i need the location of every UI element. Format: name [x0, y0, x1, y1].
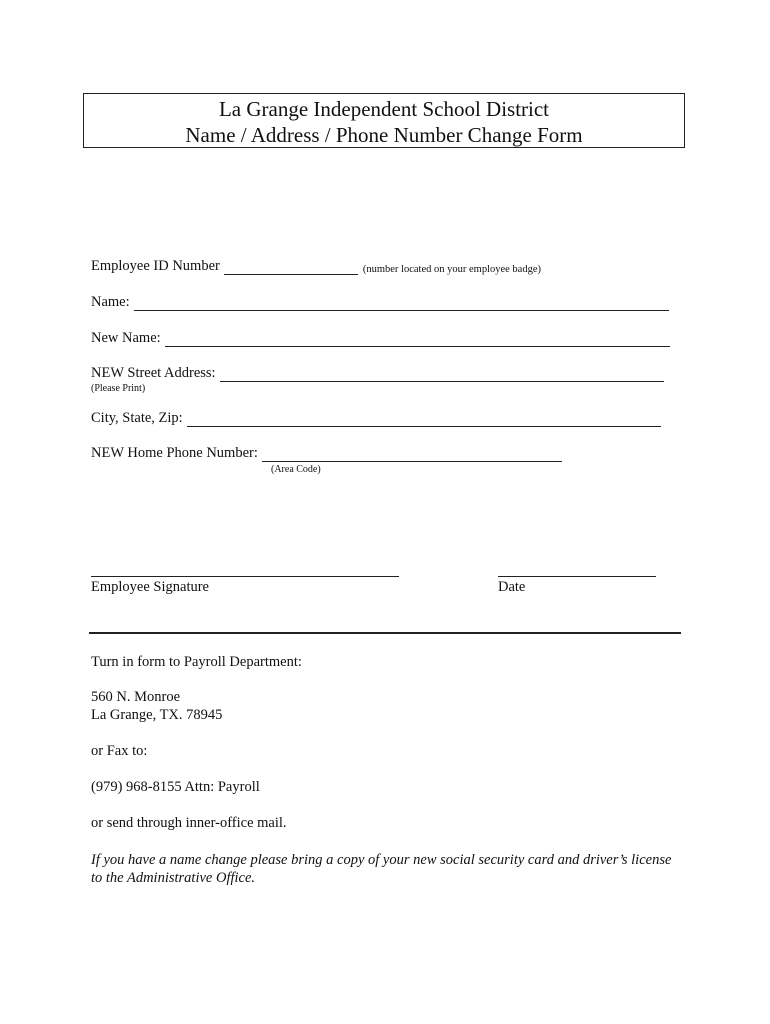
street-address-field[interactable]: [220, 367, 664, 382]
inner-office-instruction: or send through inner-office mail.: [91, 815, 287, 831]
employee-id-row: [91, 258, 541, 275]
name-field[interactable]: [134, 296, 669, 311]
employee-id-label: Employee ID Number: [91, 258, 220, 274]
city-state-zip-field[interactable]: [187, 412, 661, 427]
home-phone-label: NEW Home Phone Number:: [91, 445, 258, 461]
fax-number: (979) 968-8155 Attn: Payroll: [91, 779, 260, 795]
form-title: Name / Address / Phone Number Change Form: [185, 123, 583, 147]
new-name-label: New Name:: [91, 330, 161, 346]
home-phone-row: [91, 445, 562, 462]
date-label: Date: [498, 579, 526, 595]
employee-signature-label: Employee Signature: [91, 579, 209, 595]
fax-instruction: or Fax to:: [91, 743, 148, 759]
please-print-note: (Please Print): [91, 383, 146, 394]
new-name-row: [91, 330, 670, 347]
name-row: [91, 294, 669, 311]
area-code-note: (Area Code): [271, 464, 321, 475]
address-line-2: La Grange, TX. 78945: [91, 707, 223, 723]
date-line[interactable]: [498, 576, 656, 577]
new-name-field[interactable]: [165, 332, 670, 347]
city-state-zip-row: [91, 410, 661, 427]
street-address-row: [91, 365, 664, 382]
home-phone-field[interactable]: [262, 447, 562, 462]
district-name: La Grange Independent School District: [218, 97, 550, 121]
section-divider: [89, 632, 681, 634]
name-label: Name:: [91, 294, 130, 310]
employee-id-field[interactable]: [224, 260, 358, 275]
employee-signature-line[interactable]: [91, 576, 399, 577]
name-change-note: If you have a name change please bring a copy of your new social security card and driver’s license to the Administrative Office.: [91, 852, 672, 886]
street-address-label: NEW Street Address:: [91, 365, 216, 381]
address-line-1: 560 N. Monroe: [91, 689, 181, 705]
employee-id-note: (number located on your employee badge): [362, 264, 542, 275]
form-title-box: [83, 93, 685, 148]
turn-in-instruction: Turn in form to Payroll Department:: [91, 654, 302, 670]
city-state-zip-label: City, State, Zip:: [91, 410, 183, 426]
